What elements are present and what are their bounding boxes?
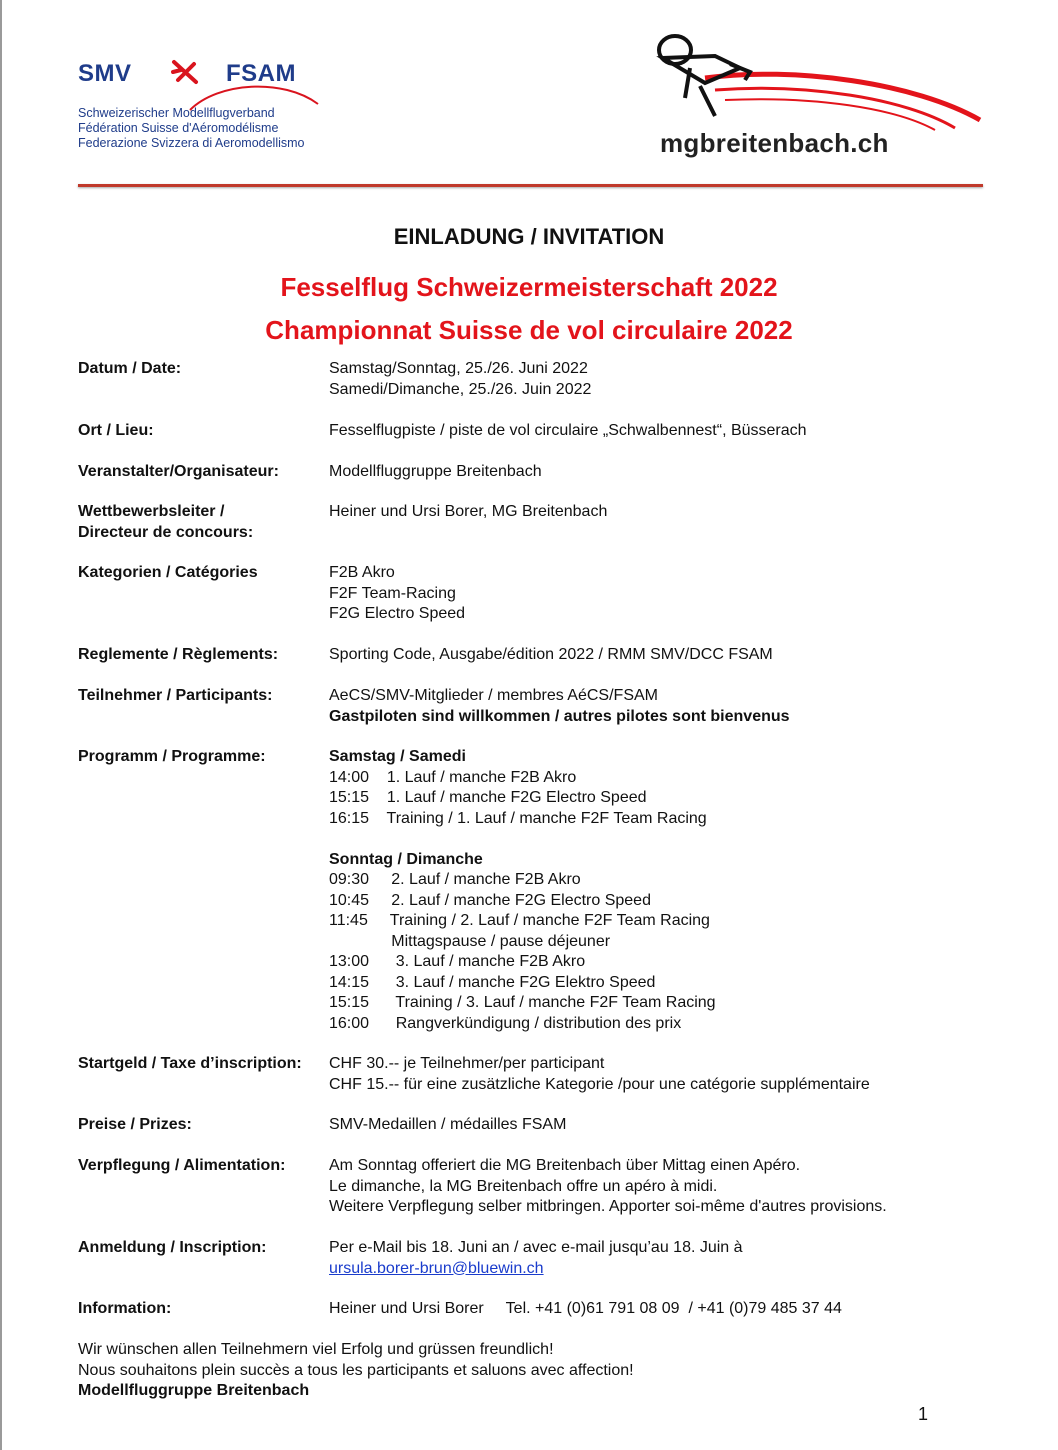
catering-line: Le dimanche, la MG Breitenbach offre un apéro à midi. <box>329 1177 718 1195</box>
date-line: Samstag/Sonntag, 25./26. Juni 2022 <box>329 360 588 377</box>
logo-line-it: Federazione Svizzera di Aeromodellismo <box>78 136 305 150</box>
director-label-line: Directeur de concours: <box>78 523 254 541</box>
mg-logo-text: mgbreitenbach.ch <box>660 128 889 158</box>
closing-line-de: Wir wünschen allen Teilnehmern viel Erfolg und grüssen freundlich! <box>78 1341 554 1358</box>
schedule-item: 14:00 1. Lauf / manche F2B Akro <box>329 768 577 786</box>
page-edge <box>0 0 2 1450</box>
schedule-item: 14:15 3. Lauf / manche F2G Elektro Speed <box>329 973 656 991</box>
date-value <box>329 359 591 400</box>
director-value: Heiner und Ursi Borer, MG Breitenbach <box>329 503 608 520</box>
closing-block <box>78 1340 634 1402</box>
schedule-item: 11:45 Training / 2. Lauf / manche F2F Team Racing <box>329 912 710 929</box>
rules-value: Sporting Code, Ausgabe/édition 2022 / RMM SMV/DCC FSAM <box>329 646 773 663</box>
smv-word: SMV <box>78 60 132 87</box>
fee-value <box>329 1054 870 1095</box>
catering-line: Am Sonntag offeriert die MG Breitenbach über Mittag einen Apéro. <box>329 1157 801 1174</box>
categories-label: Kategorien / Catégories <box>78 564 258 581</box>
registration-line: Per e-Mail bis 18. Juni an / avec e-mail jusqu’au 18. Juin à <box>329 1239 743 1256</box>
signature: Modellfluggruppe Breitenbach <box>78 1382 310 1399</box>
title-french: Championnat Suisse de vol circulaire 2022 <box>265 315 793 345</box>
program-spacer <box>329 829 716 850</box>
fsam-word: FSAM <box>226 60 296 87</box>
place-label: Ort / Lieu: <box>78 422 154 439</box>
catering-line: Weitere Verpflegung selber mitbringen. Apporter soi-même d'autres provisions. <box>329 1198 887 1215</box>
prizes-label: Preise / Prizes: <box>78 1116 192 1133</box>
title-german: Fesselflug Schweizermeisterschaft 2022 <box>280 272 778 302</box>
guest-pilots-line: Gastpiloten sind willkommen / autres pilotes sont bienvenus <box>329 707 790 725</box>
place-value: Fesselflugpiste / piste de vol circulaire „Schwalbennest“, Büsserach <box>329 422 807 439</box>
program-label: Programm / Programme: <box>78 748 266 765</box>
logo-line-fr: Fédération Suisse d'Aéromodélisme <box>78 121 279 135</box>
sunday-title: Sonntag / Dimanche <box>329 850 483 868</box>
schedule-item: 15:15 Training / 3. Lauf / manche F2F Team Racing <box>329 994 716 1011</box>
fee-line: CHF 30.-- je Teilnehmer/per participant <box>329 1055 605 1072</box>
director-label-line: Wettbewerbsleiter / <box>78 503 225 520</box>
registration-value <box>329 1238 743 1279</box>
fee-line: CHF 15.-- für eine zusätzliche Kategorie /pour une catégorie supplémentaire <box>329 1075 870 1093</box>
catering-value <box>329 1156 887 1218</box>
participants-label: Teilnehmer / Participants: <box>78 687 273 704</box>
category-item: F2F Team-Racing <box>329 584 456 602</box>
organizer-label: Veranstalter/Organisateur: <box>78 463 279 480</box>
categories-value <box>329 563 465 625</box>
logo-line-de: Schweizerischer Modellflugverband <box>78 106 275 120</box>
mgbreitenbach-logo <box>645 28 990 163</box>
date-label: Datum / Date: <box>78 360 182 377</box>
header-rule <box>78 184 983 187</box>
participants-line: AeCS/SMV-Mitglieder / membres AéCS/FSAM <box>329 687 658 704</box>
rules-label: Reglemente / Règlements: <box>78 646 279 663</box>
schedule-item: 10:45 2. Lauf / manche F2G Electro Speed <box>329 891 651 909</box>
category-item: F2G Electro Speed <box>329 605 466 622</box>
saturday-title: Samstag / Samedi <box>329 748 466 765</box>
schedule-item: 13:00 3. Lauf / manche F2B Akro <box>329 953 586 970</box>
closing-line-fr: Nous souhaitons plein succès a tous les participants et saluons avec affection! <box>78 1361 634 1379</box>
director-label <box>78 502 330 543</box>
catering-label: Verpflegung / Alimentation: <box>78 1157 286 1174</box>
information-value: Heiner und Ursi Borer Tel. +41 (0)61 791 08 09 / +41 (0)79 485 37 44 <box>329 1300 842 1317</box>
email-link[interactable]: ursula.borer-brun@bluewin.ch <box>329 1259 544 1277</box>
invitation-heading: EINLADUNG / INVITATION <box>393 224 665 249</box>
smv-fsam-logo <box>78 42 318 152</box>
schedule-item: 16:00 Rangverkündigung / distribution des prix <box>329 1014 682 1032</box>
date-line: Samedi/Dimanche, 25./26. Juin 2022 <box>329 380 592 398</box>
prizes-value: SMV-Medaillen / médailles FSAM <box>329 1116 567 1133</box>
fee-label: Startgeld / Taxe d’inscription: <box>78 1055 302 1072</box>
information-label: Information: <box>78 1300 172 1317</box>
control-line-plane-icon <box>645 28 990 138</box>
schedule-item: 16:15 Training / 1. Lauf / manche F2F Team Racing <box>329 809 707 827</box>
schedule-item: Mittagspause / pause déjeuner <box>329 932 611 950</box>
page-number: 1 <box>918 1404 929 1424</box>
organizer-value: Modellfluggruppe Breitenbach <box>329 463 542 480</box>
schedule-item: 15:15 1. Lauf / manche F2G Electro Speed <box>329 789 647 806</box>
participants-value <box>329 686 790 727</box>
schedule-item: 09:30 2. Lauf / manche F2B Akro <box>329 871 581 888</box>
airplane-icon <box>170 58 200 86</box>
category-item: F2B Akro <box>329 564 395 581</box>
program-value <box>329 747 716 1034</box>
registration-label: Anmeldung / Inscription: <box>78 1239 267 1256</box>
